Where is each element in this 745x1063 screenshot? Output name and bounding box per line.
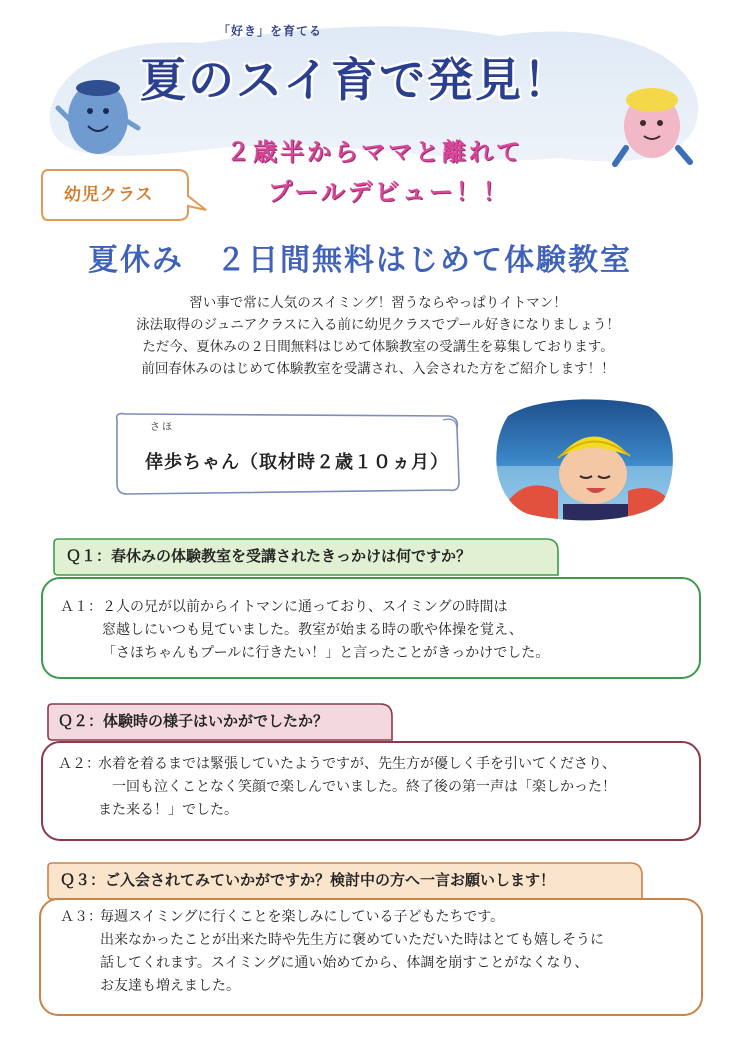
answer-line: 話してくれます。スイミングに通い始めてから、体調を崩すことがなくなり、	[100, 955, 589, 971]
answer-line: ２人の兄が以前からイトマンに通っており、スイミングの時間は	[102, 599, 508, 615]
answer-line: 水着を着るまでは緊張していたようですが、先生方が優しく手を引いてくださり、	[98, 756, 616, 772]
answer-line: 毎週スイミングに行くことを楽しみにしている子どもたちです。	[100, 909, 505, 925]
a3-answer	[100, 906, 604, 998]
answer-line: 出来なかったことが出来た時や先生方に褒めていただいた時はとても嬉しそうに	[100, 932, 604, 948]
q1-question: Ｑ１：春休みの体験教室を受講されたきっかけは何ですか？	[66, 547, 472, 565]
answer-line: 「さほちゃんもプールに行きたい！」と言ったことがきっかけでした。	[102, 645, 550, 661]
answer-line: 窓越しにいつも見ていました。教室が始まる時の歌や体操を覚え、	[102, 622, 523, 638]
answer-line: お友達も増えました。	[100, 978, 240, 994]
a2-answer	[98, 753, 616, 822]
header-tagline: 「好き」を育てる	[218, 24, 323, 38]
answer-line: また来る！」でした。	[98, 802, 238, 818]
header-subtitle-line1: ２歳半からママと離れて	[226, 138, 523, 166]
intro-line: 前回春休みのはじめて体験教室を受講され、入会された方をご紹介します！！	[141, 361, 615, 377]
class-tag-label: 幼児クラス	[64, 185, 154, 205]
q3-question: Ｑ３：ご入会されてみていかがですか？検討中の方へ一言お願いします！	[60, 871, 556, 889]
header-subtitle-line2: プールデビュー！！	[268, 178, 510, 206]
intro-paragraph	[78, 292, 678, 380]
child-swimming-photo	[488, 396, 676, 524]
header-title: 夏のスイ育で発見！	[140, 53, 572, 107]
answer-line: 一回も泣くことなく笑顔で楽しんでいました。終了後の第一声は「楽しかった！	[112, 779, 616, 795]
a1-answer	[102, 596, 549, 665]
a2-label: Ａ２：	[58, 756, 100, 772]
a1-label: Ａ１：	[60, 599, 102, 615]
intro-line: 泳法取得のジュニアクラスに入る前に幼児クラスでプール好きになりましょう！	[136, 317, 620, 333]
page-headline: 夏休み ２日間無料はじめて体験教室	[88, 243, 632, 278]
q2-question: Ｑ２：体験時の様子はいかがでしたか？	[58, 712, 329, 730]
intro-line: 習い事で常に人気のスイミング！習うならやっぱりイトマン！	[189, 295, 567, 311]
a3-label: Ａ３：	[60, 909, 102, 925]
profile-name-ruby: さほ	[150, 422, 174, 433]
intro-line: ただ今、夏休みの２日間無料はじめて体験教室の受講生を募集しております。	[142, 339, 614, 355]
profile-name: 倖歩ちゃん（取材時２歳１０ヵ月）	[145, 452, 449, 473]
